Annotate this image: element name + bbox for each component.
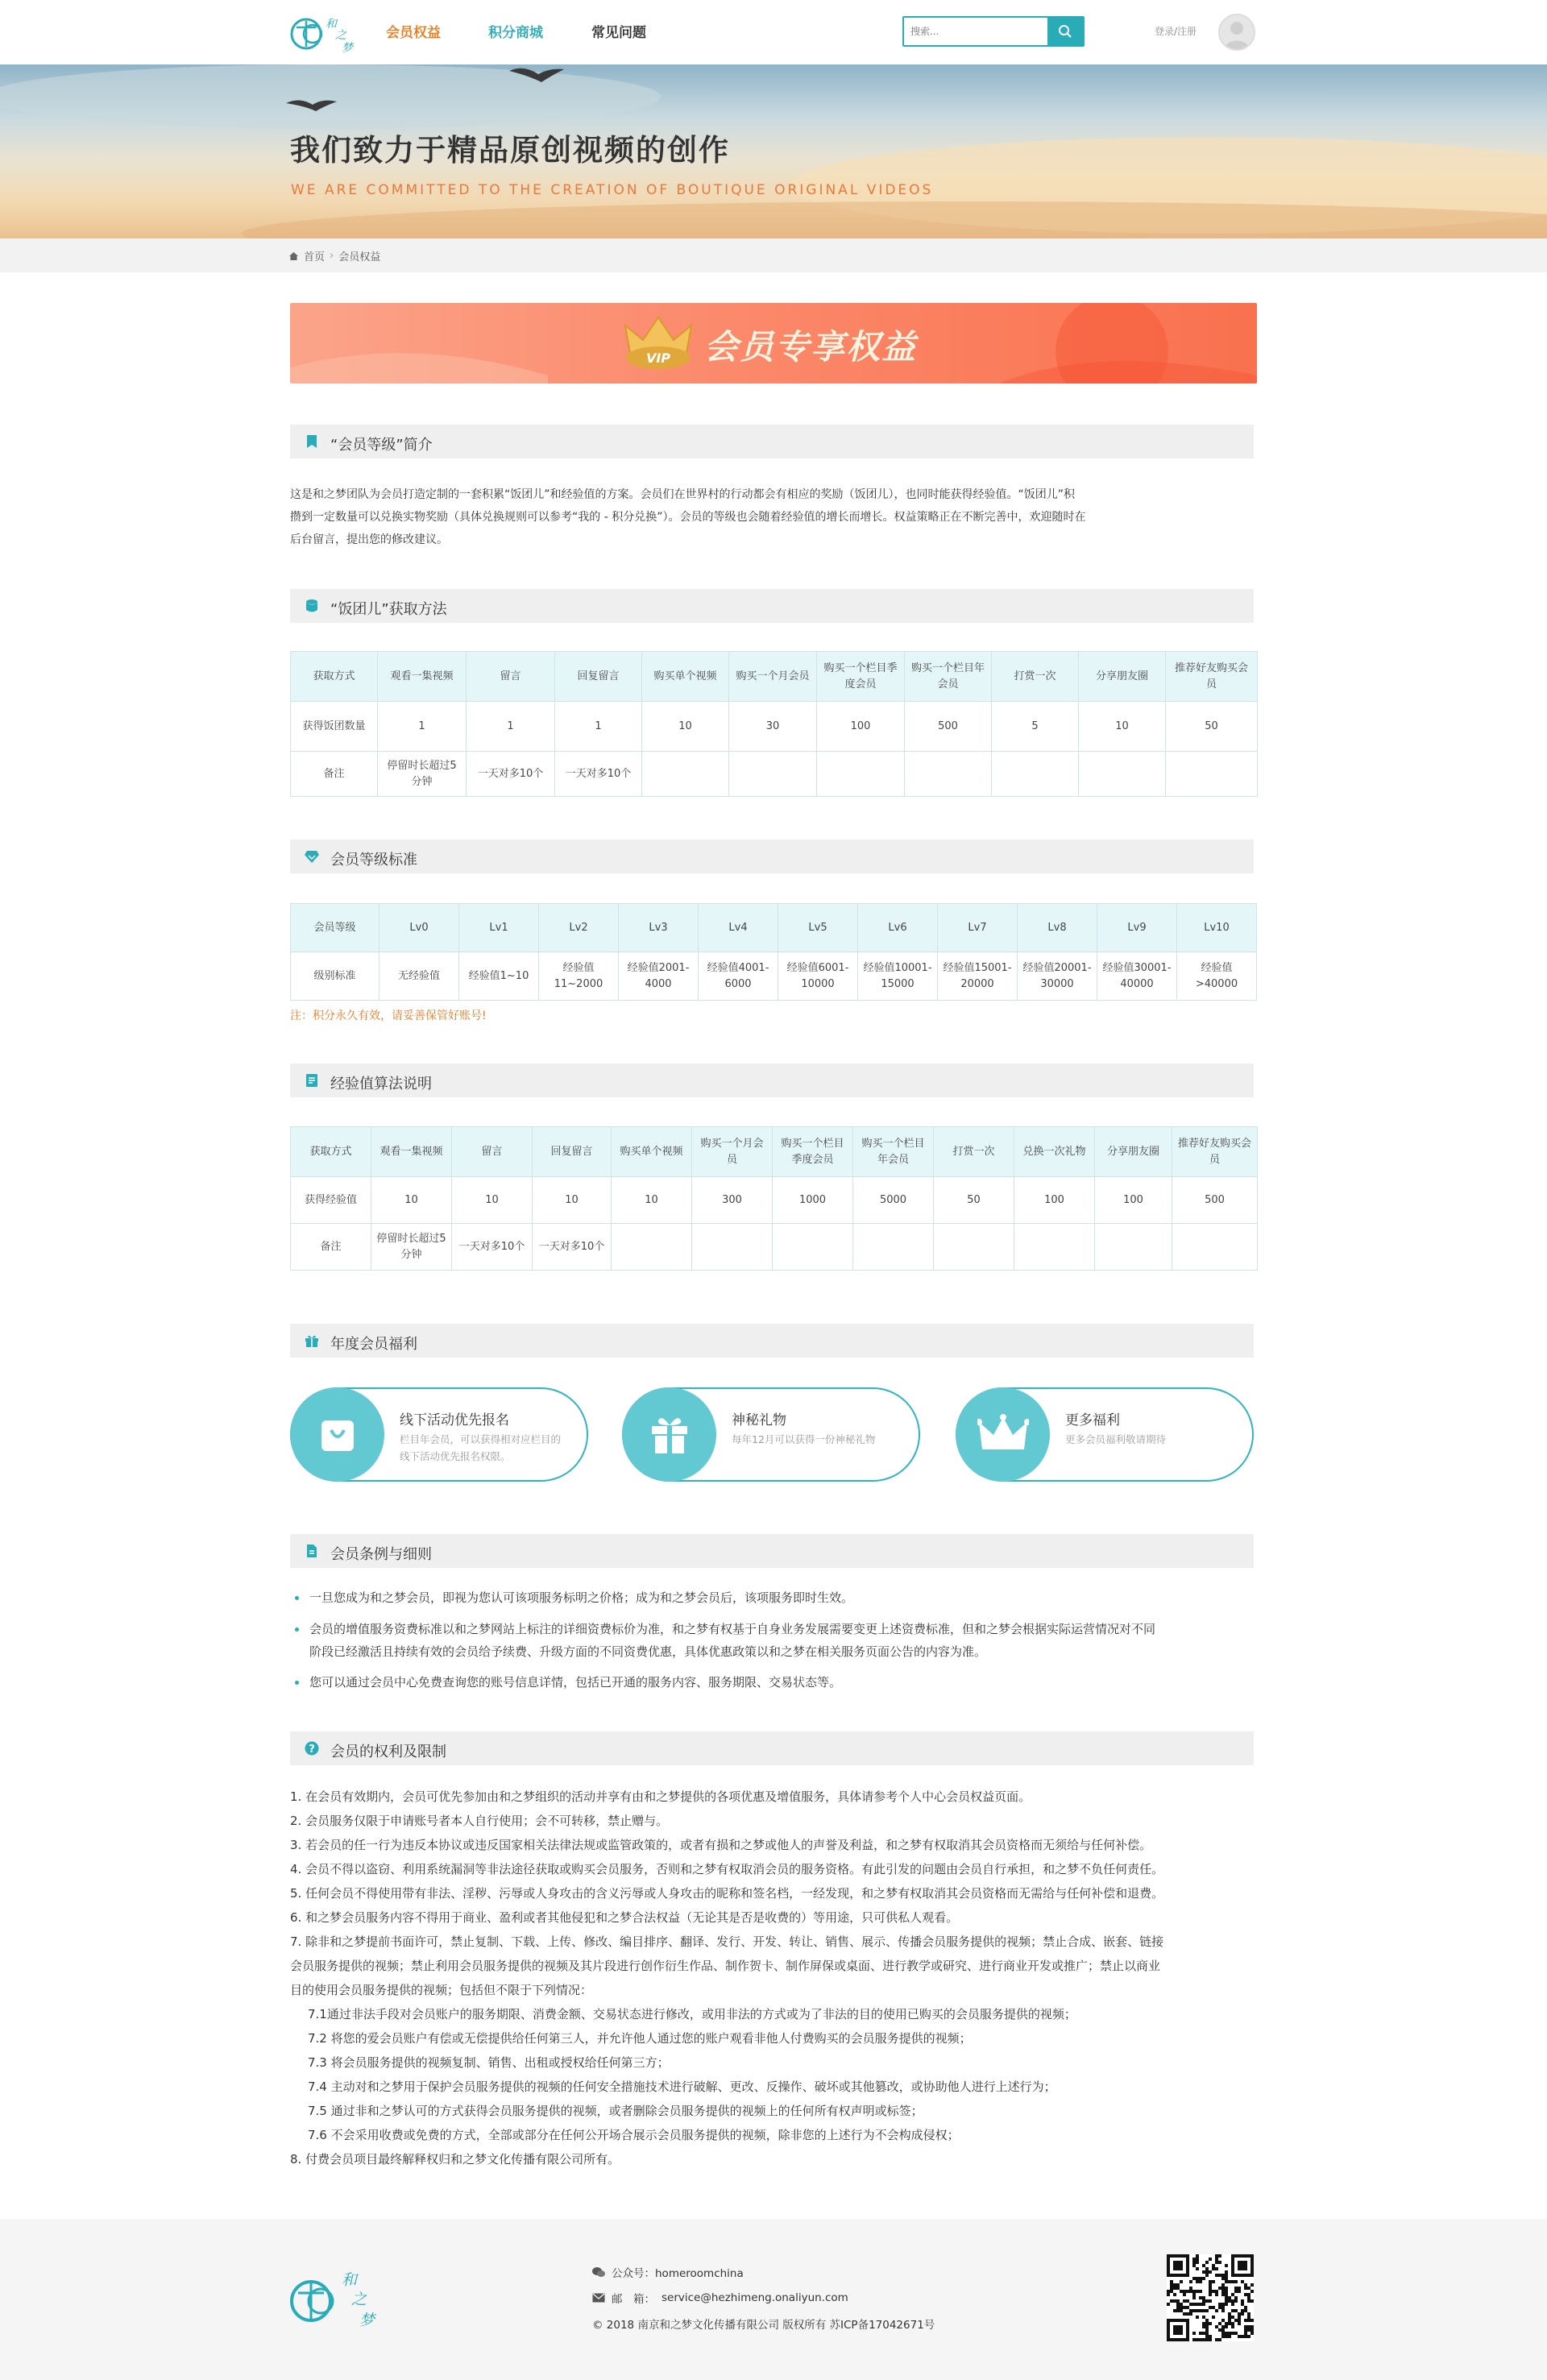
- rights-list: [290, 1785, 1257, 2171]
- document-icon: [305, 1073, 319, 1088]
- fantuan-note-cell: [905, 752, 992, 797]
- level-header-row: [291, 904, 1257, 952]
- exp-value-cell: 50: [934, 1177, 1014, 1224]
- exp-header-cell: 观看一集视频: [371, 1127, 452, 1177]
- crown-icon: [977, 1414, 1029, 1456]
- rights-item: 4. 会员不得以盗窃、利用系统漏洞等非法途径获取或购买会员服务，否则和之梦有权取消会员的服务资格。有此引发的问题由会员自行承担，和之梦不负任何责任。: [290, 1862, 1164, 1876]
- breadcrumb-current: 会员权益: [338, 251, 381, 263]
- breadcrumb-home[interactable]: 首页: [304, 251, 326, 263]
- exp-header-cell: 购买一个栏目季度会员: [773, 1127, 853, 1177]
- fantuan-value-cell: 1: [467, 702, 555, 752]
- rights-item: 7. 除非和之梦提前书面许可，禁止复制、下载、上传、修改、编目排序、翻译、发行、开发、转让、销售、展示、传播会员服务提供的视频；禁止合成、嵌套、链接: [290, 1934, 1164, 1949]
- level-header-cell: Lv7: [938, 904, 1018, 952]
- level-standard-cell: 经验值20001-30000: [1018, 952, 1097, 1001]
- rights-item: 7.1通过非法手段对会员账户的服务期限、消费金额、交易状态进行修改，或用非法的方式或为了非法的目的使用已购买的会员服务提供的视频；: [308, 2007, 1076, 2021]
- exp-value-cell: 1000: [773, 1177, 853, 1224]
- benefit-icon-circle: [622, 1387, 716, 1482]
- exp-value-cell: 获得经验值: [291, 1177, 371, 1224]
- level-header-cell: Lv8: [1018, 904, 1097, 952]
- exp-note-cell: [1014, 1224, 1095, 1271]
- fantuan-note-cell: 一天对多10个: [555, 752, 642, 797]
- fantuan-header-cell: 观看一集视频: [378, 652, 467, 702]
- exp-note-cell: 停留时长超过5分钟: [371, 1224, 452, 1271]
- search-button[interactable]: [1047, 18, 1083, 45]
- fantuan-note-cell: [817, 752, 905, 797]
- bookmark-icon: [305, 434, 319, 449]
- search-box: [902, 16, 1085, 47]
- benefit-title: 线下活动优先报名: [400, 1412, 509, 1428]
- terms-item: 您可以通过会员中心免费查询您的账号信息详情，包括已开通的服务内容、服务期限、交易状态等。: [290, 1671, 1257, 1694]
- section-level-header: [290, 840, 1254, 873]
- benefit-desc: 栏目年会员，可以获得相对应栏目的线下活动优先报名权限。: [400, 1433, 562, 1462]
- level-header-cell: Lv6: [858, 904, 938, 952]
- hero-banner: [0, 64, 1547, 238]
- svg-text:梦: 梦: [342, 42, 353, 55]
- logo[interactable]: [288, 10, 361, 55]
- exp-value-cell: 5000: [853, 1177, 934, 1224]
- level-standard-cell: 经验值10001-15000: [858, 952, 938, 1001]
- footer-copyright: © 2018 南京和之梦文化传播有限公司 版权所有 苏ICP备17042671号: [592, 2319, 935, 2332]
- fantuan-header-cell: 购买一个栏目年会员: [905, 652, 992, 702]
- section-fantuan-title: “饭团儿”获取方法: [330, 601, 447, 618]
- fantuan-note-cell: [729, 752, 817, 797]
- fantuan-value-cell: 1: [378, 702, 467, 752]
- fantuan-value-cell: 500: [905, 702, 992, 752]
- fantuan-header-cell: 获取方式: [291, 652, 378, 702]
- wechat-icon: [592, 2266, 605, 2278]
- fantuan-note-cell: [992, 752, 1079, 797]
- intro-line-2: 攒到一定数量可以兑换实物奖励（具体兑换规则可以参考“我的 - 积分兑换”）。会员的等级也会随着经验值的增长而增长。权益策略正在不断完善中，欢迎随时在: [290, 511, 1086, 524]
- exp-value-cell: 10: [533, 1177, 612, 1224]
- exp-value-cell: 500: [1172, 1177, 1258, 1224]
- level-note: 注：积分永久有效，请妥善保管好账号!: [290, 1010, 487, 1022]
- fantuan-note-cell: 备注: [291, 752, 378, 797]
- level-standard-cell: 经验值15001-20000: [938, 952, 1018, 1001]
- rights-item: 会员服务提供的视频；禁止利用会员服务提供的视频及其片段进行创作衍生作品、制作贺卡、制作屏保或桌面、进行教学或研究、进行商业开发或推广；禁止以商业: [290, 1959, 1161, 1973]
- login-link[interactable]: 登录/注册: [1155, 26, 1197, 37]
- nav-faq[interactable]: 常见问题: [591, 25, 646, 41]
- benefit-icon-circle: [956, 1387, 1050, 1482]
- vip-banner: [290, 303, 1257, 384]
- rights-item: 3. 若会员的任一行为违反本协议或违反国家相关法律法规或监管政策的，或者有损和之梦或他人的声誉及利益，和之梦有权取消其会员资格而无须给与任何补偿。: [290, 1838, 1152, 1852]
- vip-crown-icon: [619, 314, 698, 372]
- fantuan-note-cell: 一天对多10个: [467, 752, 555, 797]
- exp-value-cell: 300: [692, 1177, 773, 1224]
- rights-item: 8. 付费会员项目最终解释权归和之梦文化传播有限公司所有。: [290, 2152, 620, 2166]
- home-icon: [288, 251, 299, 261]
- level-standard-cell: 经验值4001-6000: [699, 952, 778, 1001]
- fantuan-header-cell: 留言: [467, 652, 555, 702]
- breadcrumb-separator: ›: [330, 250, 334, 262]
- fantuan-value-cell: 10: [642, 702, 729, 752]
- level-standard-row: [291, 952, 1257, 1001]
- exp-header-cell: 推荐好友购买会员: [1172, 1127, 1258, 1177]
- banner-subtitle: WE ARE COMMITTED TO THE CREATION OF BOUTIQUE ORIGINAL VIDEOS: [291, 182, 934, 198]
- fantuan-value-cell: 50: [1166, 702, 1258, 752]
- nav-member-benefits[interactable]: 会员权益: [386, 25, 441, 41]
- benefit-desc: 每年12月可以获得一份神秘礼物: [732, 1433, 876, 1445]
- user-icon: [1220, 15, 1254, 49]
- fantuan-header-cell: 购买一个栏目季度会员: [817, 652, 905, 702]
- footer-email-link[interactable]: service@hezhimeng.onaliyun.com: [662, 2291, 848, 2304]
- exp-header-cell: 购买单个视频: [612, 1127, 692, 1177]
- exp-table: [290, 1126, 1258, 1271]
- exp-note-cell: 一天对多10个: [533, 1224, 612, 1271]
- exp-note-cell: [692, 1224, 773, 1271]
- fantuan-header-row: [291, 652, 1258, 702]
- intro-line-3: 后台留言，提出您的修改建议。: [290, 533, 448, 546]
- benefit-card-gift[interactable]: [622, 1387, 920, 1482]
- fantuan-value-cell: 30: [729, 702, 817, 752]
- section-exp-header: [290, 1064, 1254, 1097]
- search-input[interactable]: [904, 18, 1047, 45]
- level-table: [290, 903, 1257, 1001]
- svg-text:和: 和: [342, 2271, 358, 2289]
- gift-icon: [647, 1412, 692, 1457]
- level-standard-cell: 经验值11~2000: [539, 952, 619, 1001]
- fantuan-header-cell: 推荐好友购买会员: [1166, 652, 1258, 702]
- exp-note-cell: [612, 1224, 692, 1271]
- benefit-icon-circle: [290, 1387, 384, 1482]
- bag-icon: [318, 1416, 357, 1454]
- vip-badge-text: VIP: [645, 350, 671, 366]
- rights-item: 7.4 主动对和之梦用于保护会员服务提供的视频的任何安全措施技术进行破解、更改、反操作、破坏或其他篡改，或协助他人进行上述行为；: [308, 2079, 1056, 2094]
- benefit-desc: 更多会员福利敬请期待: [1065, 1433, 1167, 1445]
- level-header-cell: Lv9: [1097, 904, 1177, 952]
- level-standard-cell: 经验值1~10: [459, 952, 539, 1001]
- level-header-cell: Lv1: [459, 904, 539, 952]
- section-exp-title: 经验值算法说明: [330, 1076, 432, 1093]
- rights-item: 目的使用会员服务提供的视频；包括但不限于下列情况：: [290, 1983, 593, 1997]
- terms-item: 会员的增值服务资费标准以和之梦网站上标注的详细资费标价为准，和之梦有权基于自身业务发展需要变更上述资费标准，但和之梦会根据实际运营情况对不同 阶段已经激活且持续有效的会员给予续费、升级方面的不同资费优惠，具体优惠政策以和之梦在相关服务页面公告的内容为准。: [290, 1618, 1257, 1663]
- level-header-cell: 会员等级: [291, 904, 379, 952]
- avatar[interactable]: [1218, 14, 1255, 51]
- exp-header-cell: 购买一个月会员: [692, 1127, 773, 1177]
- exp-header-cell: 留言: [452, 1127, 533, 1177]
- fantuan-header-cell: 分享朋友圈: [1079, 652, 1166, 702]
- fantuan-note-cell: 停留时长超过5分钟: [378, 752, 467, 797]
- rights-item: 7.5 通过非和之梦认可的方式获得会员服务提供的视频，或者删除会员服务提供的视频上的任何所有权声明或标签；: [308, 2104, 923, 2118]
- fantuan-value-cell: 100: [817, 702, 905, 752]
- rights-item: 7.2 将您的爱会员账户有偿或无偿提供给任何第三人，并允许他人通过您的账户观看非他人付费购买的会员服务提供的视频；: [308, 2031, 972, 2046]
- rights-item: 5. 任何会员不得使用带有非法、淫秽、污辱或人身攻击的含义污辱或人身攻击的昵称和签名档，一经发现，和之梦有权取消其会员资格而无需给与任何补偿和退费。: [290, 1886, 1164, 1901]
- exp-note-row: [291, 1224, 1258, 1271]
- fantuan-value-cell: 5: [992, 702, 1079, 752]
- svg-text:之: 之: [335, 29, 346, 42]
- benefit-card-more[interactable]: [956, 1387, 1254, 1482]
- exp-value-cell: 100: [1095, 1177, 1172, 1224]
- svg-text:梦: 梦: [359, 2312, 375, 2329]
- fantuan-value-cell: 10: [1079, 702, 1166, 752]
- section-intro-header: [290, 425, 1254, 458]
- section-fantuan-header: [290, 589, 1254, 623]
- level-header-cell: Lv5: [778, 904, 858, 952]
- fantuan-note-cell: [642, 752, 729, 797]
- fantuan-value-cell: 获得饭团数量: [291, 702, 378, 752]
- sky-illustration: [0, 64, 1547, 238]
- footer-email: 邮 箱： service@hezhimeng.onaliyun.com: [592, 2290, 848, 2306]
- diamond-icon: [305, 849, 319, 864]
- exp-value-row: [291, 1177, 1258, 1224]
- level-standard-cell: 无经验值: [379, 952, 459, 1001]
- exp-header-row: [291, 1127, 1258, 1177]
- section-terms-header: [290, 1534, 1254, 1568]
- coins-icon: [305, 599, 319, 613]
- fantuan-table: [290, 651, 1258, 797]
- level-header-cell: Lv2: [539, 904, 619, 952]
- search-icon: [1058, 24, 1072, 39]
- section-intro-title: “会员等级”简介: [330, 437, 433, 454]
- mail-icon: [592, 2293, 605, 2303]
- benefit-title: 神秘礼物: [732, 1412, 786, 1428]
- benefit-title: 更多福利: [1065, 1412, 1120, 1428]
- nav-points-mall[interactable]: 积分商城: [488, 25, 543, 41]
- intro-line-1: 这是和之梦团队为会员打造定制的一套积累“饭团儿”和经验值的方案。会员们在世界村的行动都会有相应的奖励（饭团儿），也同时能获得经验值。“饭团儿”积: [290, 488, 1076, 501]
- footer-logo: [288, 2264, 385, 2333]
- benefit-card-offline[interactable]: [290, 1387, 588, 1482]
- terms-item: 一旦您成为和之梦会员，即视为您认可该项服务标明之价格；成为和之梦会员后，该项服务即时生效。: [290, 1586, 1257, 1609]
- exp-value-cell: 10: [371, 1177, 452, 1224]
- rights-item: 7.6 不会采用收费或免费的方式，全部或部分在任何公开场合展示会员服务提供的视频，除非您的上述行为不会构成侵权；: [308, 2128, 960, 2142]
- fantuan-note-cell: [1079, 752, 1166, 797]
- exp-note-cell: [773, 1224, 853, 1271]
- footer-wechat: 公众号：homeroomchina: [592, 2264, 744, 2280]
- level-standard-cell: 经验值6001-10000: [778, 952, 858, 1001]
- fantuan-header-cell: 购买单个视频: [642, 652, 729, 702]
- fantuan-value-cell: 1: [555, 702, 642, 752]
- exp-value-cell: 10: [452, 1177, 533, 1224]
- vip-title: 会员专享权益: [704, 327, 918, 367]
- exp-header-cell: 获取方式: [291, 1127, 371, 1177]
- level-standard-cell: 经验值2001-4000: [619, 952, 699, 1001]
- exp-value-cell: 10: [612, 1177, 692, 1224]
- fantuan-value-row: [291, 702, 1258, 752]
- exp-note-cell: [853, 1224, 934, 1271]
- svg-text:?: ?: [309, 1744, 315, 1756]
- fantuan-note-cell: [1166, 752, 1258, 797]
- section-annual-header: [290, 1324, 1254, 1358]
- question-icon: [305, 1741, 319, 1756]
- header: [0, 0, 1547, 64]
- gift-small-icon: [305, 1333, 319, 1348]
- breadcrumb: [0, 238, 1547, 272]
- file-icon: [305, 1544, 319, 1558]
- level-standard-cell: 经验值>40000: [1177, 952, 1257, 1001]
- section-level-title: 会员等级标准: [330, 852, 417, 869]
- exp-note-cell: 备注: [291, 1224, 371, 1271]
- level-header-cell: Lv3: [619, 904, 699, 952]
- rights-item: 7.3 将会员服务提供的视频复制、销售、出租或授权给任何第三方；: [308, 2055, 670, 2070]
- exp-note-cell: [1095, 1224, 1172, 1271]
- exp-note-cell: [1172, 1224, 1258, 1271]
- banner-title: 我们致力于精品原创视频的创作: [290, 133, 730, 168]
- qr-code-icon: [1167, 2254, 1254, 2341]
- fantuan-header-cell: 购买一个月会员: [729, 652, 817, 702]
- level-standard-cell: 经验值30001-40000: [1097, 952, 1177, 1001]
- exp-header-cell: 打赏一次: [934, 1127, 1014, 1177]
- fantuan-header-cell: 回复留言: [555, 652, 642, 702]
- level-standard-cell: 级别标准: [291, 952, 379, 1001]
- footer: [0, 2219, 1547, 2380]
- section-terms-title: 会员条例与细则: [330, 1546, 432, 1563]
- rights-item: 2. 会员服务仅限于申请账号者本人自行使用；会不可转移，禁止赠与。: [290, 1814, 669, 1828]
- level-header-cell: Lv4: [699, 904, 778, 952]
- section-rights-header: [290, 1731, 1254, 1765]
- exp-note-cell: 一天对多10个: [452, 1224, 533, 1271]
- exp-value-cell: 100: [1014, 1177, 1095, 1224]
- exp-header-cell: 购买一个栏目年会员: [853, 1127, 934, 1177]
- svg-text:和: 和: [326, 18, 337, 31]
- level-header-cell: Lv10: [1177, 904, 1257, 952]
- exp-header-cell: 兑换一次礼物: [1014, 1127, 1095, 1177]
- intro-text: [290, 483, 1257, 551]
- rights-item: 1. 在会员有效期内，会员可优先参加由和之梦组织的活动并享有由和之梦提供的各项优惠及增值服务，具体请参考个人中心会员权益页面。: [290, 1789, 1031, 1804]
- fantuan-note-row: [291, 752, 1258, 797]
- exp-header-cell: 回复留言: [533, 1127, 612, 1177]
- exp-header-cell: 分享朋友圈: [1095, 1127, 1172, 1177]
- svg-text:之: 之: [351, 2291, 367, 2308]
- section-annual-title: 年度会员福利: [330, 1336, 417, 1353]
- exp-note-cell: [934, 1224, 1014, 1271]
- rights-item: 6. 和之梦会员服务内容不得用于商业、盈利或者其他侵犯和之梦合法权益（无论其是否是收费的）等用途，只可供私人观看。: [290, 1910, 959, 1925]
- section-rights-title: 会员的权利及限制: [330, 1744, 446, 1760]
- level-header-cell: Lv0: [379, 904, 459, 952]
- fantuan-header-cell: 打赏一次: [992, 652, 1079, 702]
